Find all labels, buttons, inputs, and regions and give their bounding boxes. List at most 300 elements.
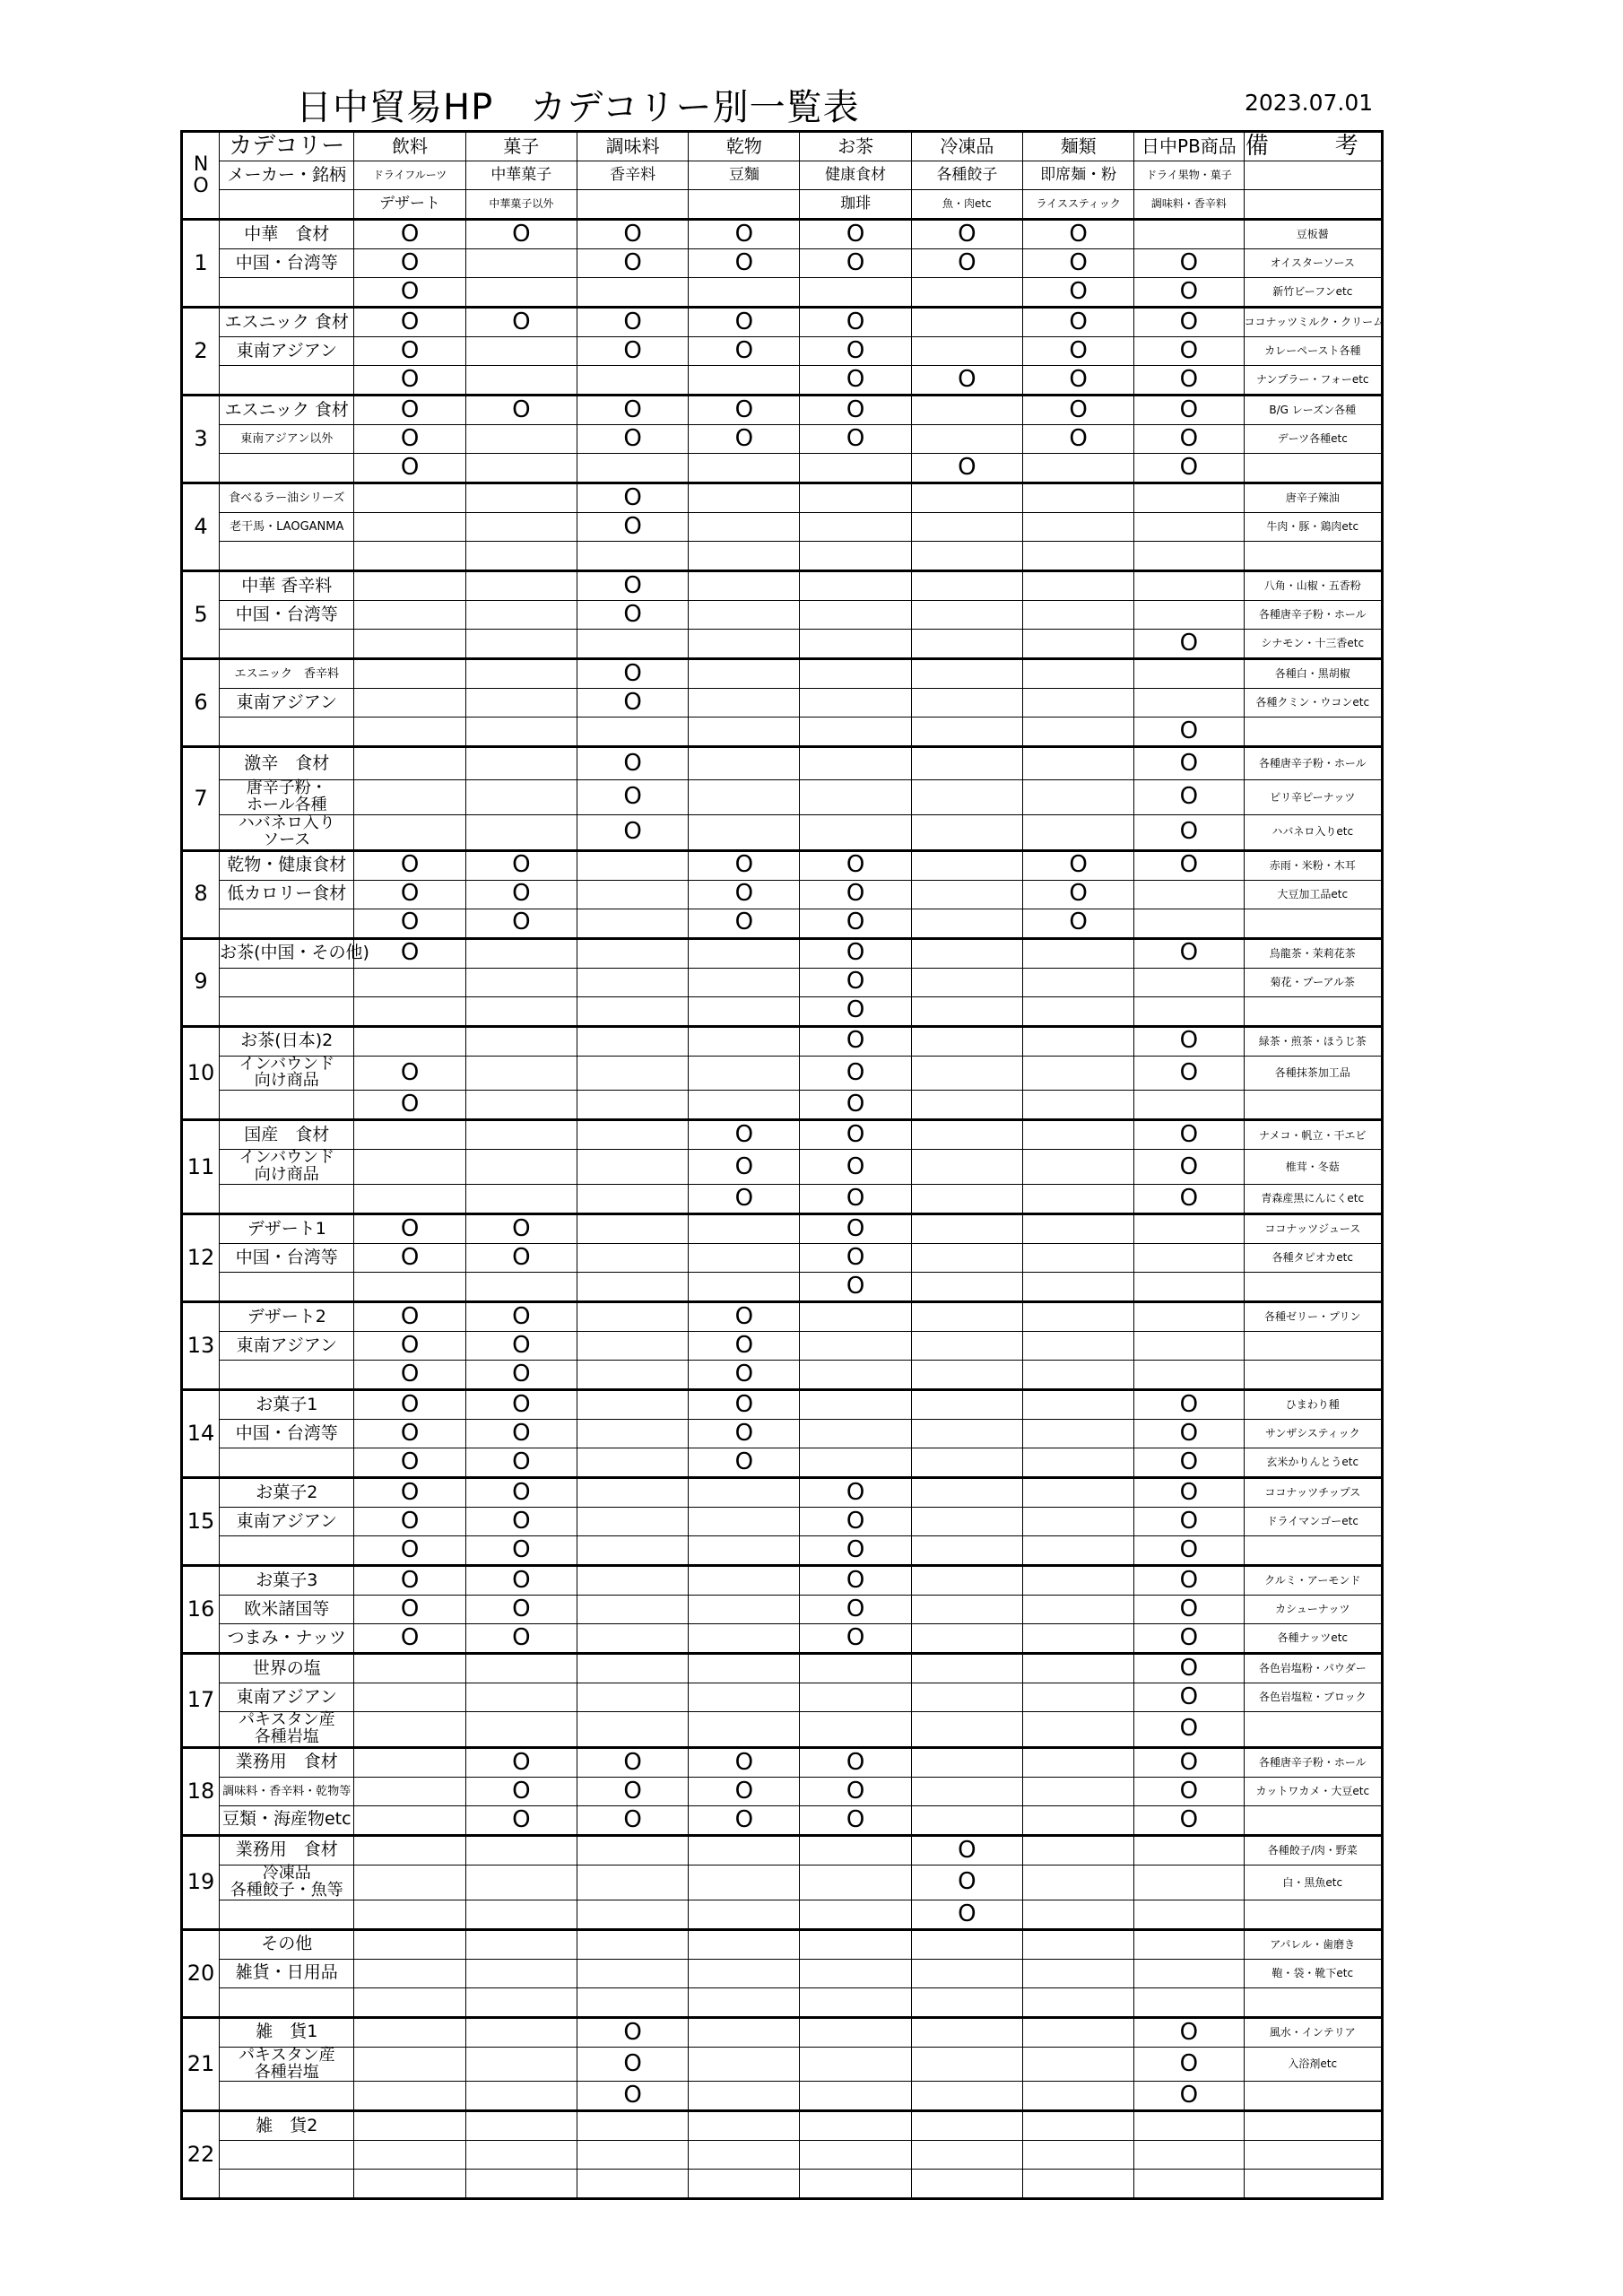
availability-cell-7 <box>1023 1536 1134 1566</box>
availability-cell-3: O <box>577 2047 688 2082</box>
availability-cell-7 <box>1023 780 1134 815</box>
availability-cell-8 <box>1134 1091 1244 1120</box>
header-row-3 <box>182 190 1383 220</box>
availability-cell-8 <box>1134 1987 1244 2017</box>
header-row-2 <box>182 161 1383 190</box>
category-header: カデコリー <box>220 132 354 161</box>
category-label: 東南アジアン <box>220 1683 354 1712</box>
availability-cell-4 <box>689 1091 800 1120</box>
availability-cell-3 <box>577 1390 688 1420</box>
availability-cell-6 <box>911 880 1022 909</box>
availability-cell-1 <box>354 2170 465 2199</box>
category-label <box>220 1900 354 1929</box>
availability-cell-3 <box>577 1865 688 1900</box>
availability-cell-2: O <box>465 880 577 909</box>
availability-cell-1 <box>354 1959 465 1987</box>
remark-cell: 各種白・黒胡椒 <box>1244 659 1382 689</box>
availability-cell-2 <box>465 1056 577 1091</box>
availability-cell-3 <box>577 968 688 996</box>
column-subheader2-2: 中華菓子以外 <box>465 190 577 220</box>
availability-cell-1: O <box>354 1244 465 1273</box>
availability-cell-8: O <box>1134 780 1244 815</box>
availability-cell-2: O <box>465 220 577 249</box>
availability-cell-4 <box>689 454 800 483</box>
remark-cell <box>1244 1712 1382 1748</box>
availability-cell-5 <box>800 718 911 747</box>
availability-cell-4: O <box>689 1420 800 1448</box>
availability-cell-8 <box>1134 1900 1244 1929</box>
remark-cell: 大豆加工品etc <box>1244 880 1382 909</box>
availability-cell-2 <box>465 996 577 1026</box>
availability-cell-8: O <box>1134 454 1244 483</box>
availability-cell-8 <box>1134 601 1244 630</box>
category-label: お茶(中国・その他) <box>220 938 354 968</box>
category-number: 21 <box>182 2017 220 2111</box>
availability-cell-6: O <box>911 1865 1022 1900</box>
availability-cell-4 <box>689 996 800 1026</box>
category-label: 業務用 食材 <box>220 1835 354 1865</box>
category-number: 3 <box>182 396 220 483</box>
availability-cell-4 <box>689 483 800 513</box>
availability-cell-8 <box>1134 542 1244 571</box>
availability-cell-3: O <box>577 249 688 278</box>
availability-cell-7 <box>1023 1987 1134 2017</box>
availability-cell-2: O <box>465 850 577 880</box>
availability-cell-7 <box>1023 1185 1134 1214</box>
availability-cell-3 <box>577 1332 688 1361</box>
column-subheader2-5: 珈琲 <box>800 190 911 220</box>
availability-cell-6 <box>911 630 1022 659</box>
availability-cell-6 <box>911 1214 1022 1244</box>
table-row <box>182 938 1383 968</box>
availability-cell-2: O <box>465 1536 577 1566</box>
availability-cell-1 <box>354 1747 465 1777</box>
document-date: 2023.07.01 <box>1245 90 1374 116</box>
availability-cell-5: O <box>800 1056 911 1091</box>
column-subheader-6: 各種餃子 <box>911 161 1022 190</box>
availability-cell-6 <box>911 542 1022 571</box>
remark-cell <box>1244 996 1382 1026</box>
remark-cell: オイスターソース <box>1244 249 1382 278</box>
availability-cell-8: O <box>1134 1390 1244 1420</box>
availability-cell-5 <box>800 780 911 815</box>
availability-cell-7 <box>1023 1150 1134 1185</box>
availability-cell-3 <box>577 1091 688 1120</box>
availability-cell-7 <box>1023 1091 1134 1120</box>
availability-cell-3: O <box>577 780 688 815</box>
availability-cell-8: O <box>1134 1478 1244 1508</box>
availability-cell-2 <box>465 601 577 630</box>
table-row <box>182 1683 1383 1712</box>
availability-cell-3 <box>577 1120 688 1150</box>
column-subheader2-4 <box>689 190 800 220</box>
availability-cell-7: O <box>1023 366 1134 396</box>
availability-cell-5 <box>800 1865 911 1900</box>
availability-cell-5 <box>800 689 911 718</box>
availability-cell-2 <box>465 659 577 689</box>
availability-cell-6 <box>911 1747 1022 1777</box>
availability-cell-5 <box>800 1654 911 1683</box>
table-row <box>182 780 1383 815</box>
category-label: パキスタン産 各種岩塩 <box>220 2047 354 2082</box>
table-row <box>182 814 1383 850</box>
remark-cell <box>1244 1900 1382 1929</box>
availability-cell-4: O <box>689 1150 800 1185</box>
category-label: 東南アジアン以外 <box>220 425 354 454</box>
availability-cell-3 <box>577 996 688 1026</box>
availability-cell-8 <box>1134 1929 1244 1959</box>
availability-cell-1 <box>354 1712 465 1748</box>
remark-cell <box>1244 1091 1382 1120</box>
availability-cell-3: O <box>577 571 688 601</box>
availability-cell-3 <box>577 542 688 571</box>
availability-cell-3 <box>577 1478 688 1508</box>
remark-cell: 各種餃子/肉・野菜 <box>1244 1835 1382 1865</box>
page-title: 日中貿易HP カデコリー別一覧表 <box>296 87 860 128</box>
availability-cell-8 <box>1134 909 1244 938</box>
table-row <box>182 1361 1383 1390</box>
availability-cell-7 <box>1023 630 1134 659</box>
availability-cell-4 <box>689 1214 800 1244</box>
availability-cell-6 <box>911 718 1022 747</box>
remark-cell: ハバネロ入りetc <box>1244 814 1382 850</box>
category-label <box>220 1536 354 1566</box>
column-header-1: 飲料 <box>354 132 465 161</box>
table-row <box>182 630 1383 659</box>
availability-cell-1 <box>354 1150 465 1185</box>
availability-cell-5 <box>800 630 911 659</box>
remark-cell: 唐辛子辣油 <box>1244 483 1382 513</box>
availability-cell-6 <box>911 2017 1022 2047</box>
category-label: つまみ・ナッツ <box>220 1624 354 1654</box>
availability-cell-6 <box>911 2082 1022 2111</box>
availability-cell-2 <box>465 747 577 780</box>
availability-cell-4 <box>689 1026 800 1056</box>
availability-cell-5: O <box>800 1805 911 1835</box>
remark-cell: 椎茸・冬菇 <box>1244 1150 1382 1185</box>
availability-cell-8 <box>1134 571 1244 601</box>
availability-cell-1 <box>354 968 465 996</box>
availability-cell-2 <box>465 1273 577 1302</box>
category-label: お菓子1 <box>220 1390 354 1420</box>
remark-cell <box>1244 2141 1382 2170</box>
availability-cell-4: O <box>689 1361 800 1390</box>
table-row <box>182 1478 1383 1508</box>
availability-cell-6 <box>911 1026 1022 1056</box>
availability-cell-1: O <box>354 1420 465 1448</box>
availability-cell-8: O <box>1134 278 1244 308</box>
availability-cell-6 <box>911 2170 1022 2199</box>
availability-cell-4 <box>689 747 800 780</box>
availability-cell-1 <box>354 814 465 850</box>
remark-cell: クルミ・アーモンド <box>1244 1566 1382 1596</box>
table-row <box>182 1244 1383 1273</box>
availability-cell-1 <box>354 747 465 780</box>
availability-cell-4 <box>689 1929 800 1959</box>
table-row <box>182 308 1383 337</box>
availability-cell-7 <box>1023 1420 1134 1448</box>
availability-cell-1: O <box>354 1091 465 1120</box>
availability-cell-3: O <box>577 483 688 513</box>
availability-cell-2: O <box>465 1624 577 1654</box>
category-label <box>220 1448 354 1478</box>
availability-cell-5 <box>800 659 911 689</box>
table-row <box>182 542 1383 571</box>
availability-cell-4: O <box>689 1805 800 1835</box>
availability-cell-3: O <box>577 337 688 366</box>
availability-cell-6 <box>911 996 1022 1026</box>
availability-cell-6 <box>911 308 1022 337</box>
table-row <box>182 1712 1383 1748</box>
availability-cell-4 <box>689 1683 800 1712</box>
availability-cell-4: O <box>689 880 800 909</box>
availability-cell-4: O <box>689 1747 800 1777</box>
availability-cell-6 <box>911 483 1022 513</box>
availability-cell-1 <box>354 483 465 513</box>
availability-cell-7 <box>1023 968 1134 996</box>
availability-cell-1 <box>354 780 465 815</box>
table-row <box>182 1390 1383 1420</box>
availability-cell-6 <box>911 2141 1022 2170</box>
availability-cell-7 <box>1023 1777 1134 1805</box>
availability-cell-1 <box>354 718 465 747</box>
availability-cell-2 <box>465 454 577 483</box>
remark-cell <box>1244 1987 1382 2017</box>
availability-cell-6 <box>911 2047 1022 2082</box>
category-label: パキスタン産 各種岩塩 <box>220 1712 354 1748</box>
category-number: 7 <box>182 747 220 851</box>
availability-cell-8: O <box>1134 2047 1244 2082</box>
availability-cell-1 <box>354 513 465 542</box>
availability-cell-7: O <box>1023 220 1134 249</box>
availability-cell-6 <box>911 337 1022 366</box>
availability-cell-7 <box>1023 542 1134 571</box>
availability-cell-7: O <box>1023 337 1134 366</box>
maker-header: メーカー・銘柄 <box>220 161 354 190</box>
availability-cell-3 <box>577 1448 688 1478</box>
availability-cell-5: O <box>800 1244 911 1273</box>
category-number: 10 <box>182 1026 220 1120</box>
availability-cell-6 <box>911 909 1022 938</box>
availability-cell-3 <box>577 1959 688 1987</box>
category-label: 激辛 食材 <box>220 747 354 780</box>
availability-cell-7: O <box>1023 278 1134 308</box>
category-label <box>220 2082 354 2111</box>
availability-cell-8: O <box>1134 814 1244 850</box>
availability-cell-4 <box>689 1624 800 1654</box>
availability-cell-7 <box>1023 1835 1134 1865</box>
availability-cell-2: O <box>465 1214 577 1244</box>
availability-cell-8: O <box>1134 425 1244 454</box>
remark-cell <box>1244 2082 1382 2111</box>
availability-cell-2: O <box>465 1361 577 1390</box>
column-subheader-5: 健康食材 <box>800 161 911 190</box>
table-row <box>182 1026 1383 1056</box>
category-label <box>220 1987 354 2017</box>
availability-cell-8: O <box>1134 1683 1244 1712</box>
availability-cell-6: O <box>911 249 1022 278</box>
availability-cell-8: O <box>1134 718 1244 747</box>
availability-cell-7 <box>1023 938 1134 968</box>
category-label: インバウンド 向け商品 <box>220 1150 354 1185</box>
availability-cell-2: O <box>465 308 577 337</box>
availability-cell-3: O <box>577 747 688 780</box>
remark-cell: 各種抹茶加工品 <box>1244 1056 1382 1091</box>
table-row <box>182 1596 1383 1624</box>
availability-cell-8: O <box>1134 1026 1244 1056</box>
availability-cell-5: O <box>800 1478 911 1508</box>
availability-cell-3 <box>577 1654 688 1683</box>
availability-cell-1: O <box>354 1214 465 1244</box>
availability-cell-1: O <box>354 1508 465 1536</box>
category-label: インバウンド 向け商品 <box>220 1056 354 1091</box>
remark-cell: サンザシスティック <box>1244 1420 1382 1448</box>
category-label: デザート1 <box>220 1214 354 1244</box>
category-label <box>220 1091 354 1120</box>
availability-cell-3 <box>577 1244 688 1273</box>
table-row <box>182 747 1383 780</box>
availability-cell-1 <box>354 2111 465 2141</box>
availability-cell-1: O <box>354 1361 465 1390</box>
availability-cell-4 <box>689 1596 800 1624</box>
table-row <box>182 1959 1383 1987</box>
availability-cell-6 <box>911 1120 1022 1150</box>
availability-cell-1: O <box>354 220 465 249</box>
table-row <box>182 278 1383 308</box>
availability-cell-2 <box>465 249 577 278</box>
remark-cell: 青森産黒にんにくetc <box>1244 1185 1382 1214</box>
no-header: N O <box>182 132 220 220</box>
availability-cell-1: O <box>354 308 465 337</box>
availability-cell-2 <box>465 513 577 542</box>
category-table <box>180 130 1384 2200</box>
availability-cell-6: O <box>911 220 1022 249</box>
availability-cell-5: O <box>800 366 911 396</box>
availability-cell-6: O <box>911 366 1022 396</box>
availability-cell-4 <box>689 2170 800 2199</box>
availability-cell-5 <box>800 513 911 542</box>
availability-cell-4 <box>689 1987 800 2017</box>
table-row <box>182 2111 1383 2141</box>
availability-cell-4 <box>689 2111 800 2141</box>
availability-cell-8 <box>1134 2170 1244 2199</box>
availability-cell-4 <box>689 2017 800 2047</box>
column-header-3: 調味料 <box>577 132 688 161</box>
availability-cell-6 <box>911 1273 1022 1302</box>
availability-cell-2: O <box>465 1390 577 1420</box>
availability-cell-2 <box>465 1929 577 1959</box>
availability-cell-6 <box>911 689 1022 718</box>
availability-cell-8 <box>1134 513 1244 542</box>
availability-cell-4 <box>689 659 800 689</box>
availability-cell-8: O <box>1134 2017 1244 2047</box>
availability-cell-7 <box>1023 718 1134 747</box>
table-row <box>182 1865 1383 1900</box>
availability-cell-5: O <box>800 1536 911 1566</box>
availability-cell-7 <box>1023 454 1134 483</box>
remark-cell: 新竹ビーフンetc <box>1244 278 1382 308</box>
availability-cell-1 <box>354 2082 465 2111</box>
availability-cell-2: O <box>465 1302 577 1332</box>
maker-subheader <box>220 190 354 220</box>
availability-cell-6 <box>911 513 1022 542</box>
availability-cell-2 <box>465 814 577 850</box>
availability-cell-2 <box>465 2017 577 2047</box>
availability-cell-3: O <box>577 396 688 425</box>
availability-cell-8: O <box>1134 1654 1244 1683</box>
availability-cell-5: O <box>800 1026 911 1056</box>
availability-cell-1 <box>354 1777 465 1805</box>
table-row <box>182 909 1383 938</box>
availability-cell-4: O <box>689 1120 800 1150</box>
availability-cell-4 <box>689 366 800 396</box>
availability-cell-2 <box>465 780 577 815</box>
availability-cell-2: O <box>465 1747 577 1777</box>
availability-cell-5 <box>800 2141 911 2170</box>
availability-cell-5 <box>800 2082 911 2111</box>
remark-cell: 各色岩塩粒・ブロック <box>1244 1683 1382 1712</box>
category-number: 19 <box>182 1835 220 1929</box>
category-label: お菓子2 <box>220 1478 354 1508</box>
remark-cell <box>1244 1273 1382 1302</box>
table-row <box>182 2047 1383 2082</box>
availability-cell-3 <box>577 2141 688 2170</box>
availability-cell-3: O <box>577 220 688 249</box>
availability-cell-1: O <box>354 1478 465 1508</box>
availability-cell-2 <box>465 2170 577 2199</box>
availability-cell-4 <box>689 2082 800 2111</box>
availability-cell-5 <box>800 1929 911 1959</box>
remark-cell: ひまわり種 <box>1244 1390 1382 1420</box>
availability-cell-5 <box>800 454 911 483</box>
availability-cell-3: O <box>577 513 688 542</box>
availability-cell-2 <box>465 1959 577 1987</box>
table-row <box>182 220 1383 249</box>
availability-cell-1: O <box>354 1056 465 1091</box>
availability-cell-4 <box>689 689 800 718</box>
availability-cell-5 <box>800 542 911 571</box>
availability-cell-1 <box>354 1835 465 1865</box>
availability-cell-8: O <box>1134 630 1244 659</box>
availability-cell-7 <box>1023 1214 1134 1244</box>
availability-cell-7 <box>1023 1959 1134 1987</box>
remark-cell: カットワカメ・大豆etc <box>1244 1777 1382 1805</box>
availability-cell-3: O <box>577 1805 688 1835</box>
availability-cell-3: O <box>577 601 688 630</box>
availability-cell-7 <box>1023 2017 1134 2047</box>
availability-cell-1 <box>354 2047 465 2082</box>
availability-cell-7: O <box>1023 396 1134 425</box>
availability-cell-6 <box>911 780 1022 815</box>
category-label: 雑 貨2 <box>220 2111 354 2141</box>
category-number: 12 <box>182 1214 220 1302</box>
availability-cell-3 <box>577 850 688 880</box>
category-label: 中華 食材 <box>220 220 354 249</box>
remark-cell: ドライマンゴーetc <box>1244 1508 1382 1536</box>
availability-cell-6 <box>911 1185 1022 1214</box>
category-number: 1 <box>182 220 220 308</box>
availability-cell-4: O <box>689 909 800 938</box>
availability-cell-8: O <box>1134 249 1244 278</box>
category-label: エスニック 香辛料 <box>220 659 354 689</box>
availability-cell-2 <box>465 1120 577 1150</box>
availability-cell-2: O <box>465 1508 577 1536</box>
availability-cell-4 <box>689 1244 800 1273</box>
availability-cell-5 <box>800 2017 911 2047</box>
availability-cell-1 <box>354 1654 465 1683</box>
availability-cell-7 <box>1023 1478 1134 1508</box>
availability-cell-5 <box>800 571 911 601</box>
